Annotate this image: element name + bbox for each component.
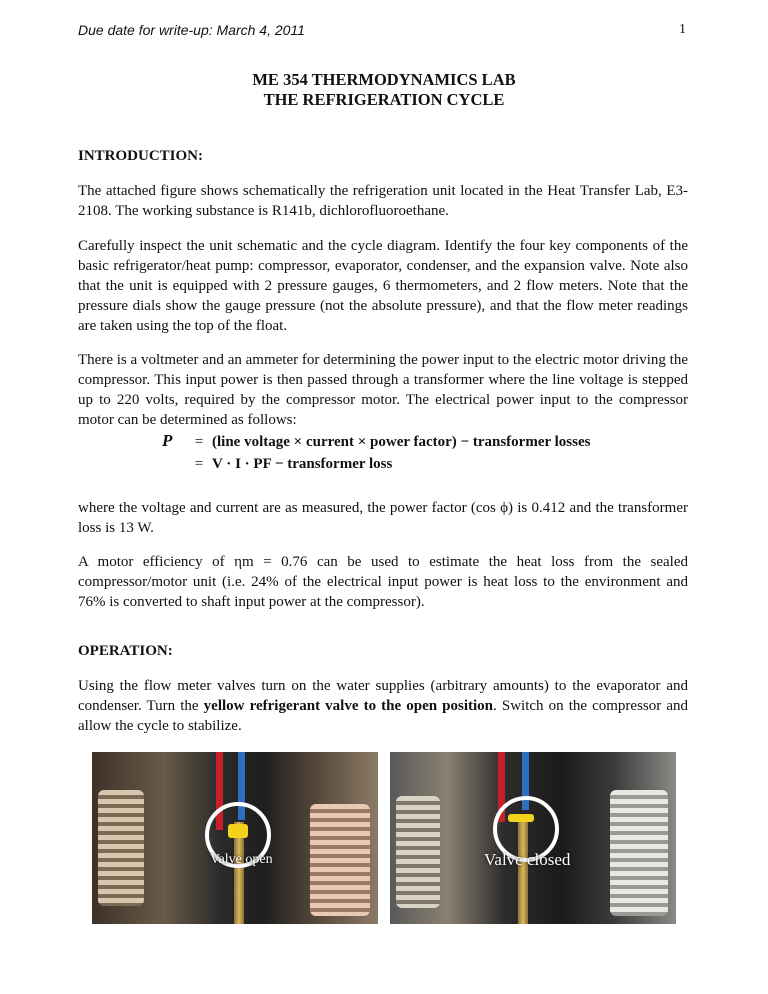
valve-closed-label: Valve closed <box>484 850 571 869</box>
equation-equals-2: = <box>194 456 204 472</box>
valve-open-label: Valve open <box>210 852 273 867</box>
intro-paragraph-2: Carefully inspect the unit schematic and the cycle diagram. Identify the four key components of the basic refrigerator/heat pump: compressor, evaporator, condenser, and the expansion valve. Note also that the unit is equipped with 2 pressure gauges, 6 thermometers, and 2 flow meters. Note that the pressure dials show the gauge pressure (not the absolute pressure), and that the flow meter readings are taken using the top of the float. <box>78 238 688 334</box>
intro-paragraph-4: where the voltage and current are as measured, the power factor (cos ϕ) is 0.412 and the transformer loss is 13 W. <box>78 500 688 536</box>
power-equation <box>162 430 590 475</box>
introduction-heading: INTRODUCTION: <box>78 148 204 164</box>
valve-instruction: yellow refrigerant valve to the open position <box>203 698 494 714</box>
operation-heading: OPERATION: <box>78 643 173 659</box>
equation-row-2 <box>162 453 590 475</box>
title-line-2: THE REFRIGERATION CYCLE <box>263 90 505 109</box>
equation-row-1 <box>162 430 590 453</box>
valve-photos <box>92 752 677 924</box>
intro-paragraph-3: There is a voltmeter and an ammeter for determining the power input to the electric motor driving the compressor. This input power is then passed through a transformer where the line voltage is stepped up to 220 volts, required by the compressor motor. The electrical power input to the compressor motor can be determined as follows: <box>78 352 688 428</box>
valve-handle-open <box>228 824 248 838</box>
page-header <box>78 22 686 42</box>
intro-paragraph-5: A motor efficiency of ηm = 0.76 can be used to estimate the heat loss from the sealed compressor/motor unit (i.e. 24% of the electrical input power is heat loss to the environment and 76% is converted to shaft input power at the compressor). <box>78 554 688 610</box>
valve-closed-photo <box>390 752 676 924</box>
equation-lhs: P <box>162 431 173 450</box>
page-number: 1 <box>679 22 686 37</box>
equation-rhs-1: (line voltage × current × power factor) − transformer losses <box>212 434 591 450</box>
equation-equals-1: = <box>194 434 204 450</box>
due-date: Due date for write-up: March 4, 2011 <box>78 22 305 38</box>
valve-open-photo <box>92 752 378 924</box>
intro-paragraph-1: The attached figure shows schematically the refrigeration unit located in the Heat Transfer Lab, E3-2108. The working substance is R141b, dichlorofluoroethane. <box>78 183 688 219</box>
document-title <box>0 70 768 110</box>
operation-paragraph-1: Using the flow meter valves turn on the water supplies (arbitrary amounts) to the evaporator and condenser. Turn the yellow refrigerant valve to the open position. Switch on the compressor and allow the cycle to stabilize. <box>78 678 688 734</box>
equation-rhs-2: V · I · PF − transformer loss <box>212 456 393 472</box>
valve-handle-closed <box>508 814 534 822</box>
title-line-1: ME 354 THERMODYNAMICS LAB <box>252 70 516 89</box>
